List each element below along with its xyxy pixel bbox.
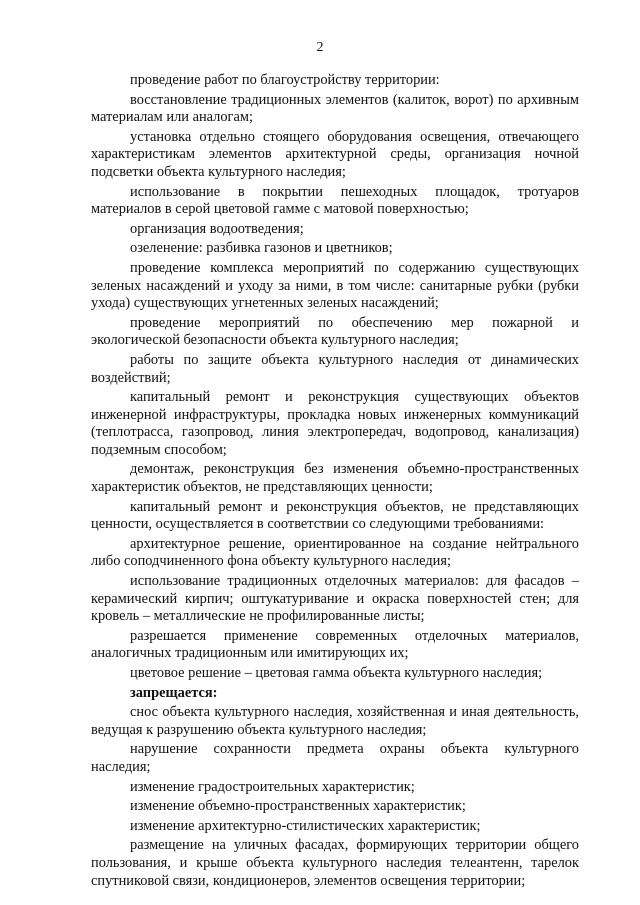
- paragraph-green-maintenance: проведение комплекса мероприятий по содержанию существующих зеленых насаждений и уходу за ними, в том числе: санитарные рубки (рубки ухода) существующих угнетенных зеленых насаждений;: [91, 259, 579, 312]
- paragraph-paving-materials: использование в покрытии пешеходных площадок, тротуаров материалов в серой цветовой гамме с матовой поверхностью;: [91, 183, 579, 218]
- paragraph-style-characteristics: изменение архитектурно-стилистических характеристик;: [130, 817, 481, 834]
- paragraph-finishing-materials: использование традиционных отделочных материалов: для фасадов – керамический кирпич; оштукатуривание и окраска поверхностей стен; для кровель – металлические не профилированные листы;: [91, 573, 579, 625]
- paragraph-demolition: снос объекта культурного наследия, хозяйственная и иная деятельность, ведущая к разрушению объекта культурного наследия;: [91, 704, 579, 738]
- paragraph-greening: озеленение: разбивка газонов и цветников;: [130, 240, 393, 257]
- paragraph-urban-characteristics: изменение градостроительных характеристик;: [130, 778, 415, 795]
- paragraph-modern-materials: разрешается применение современных отделочных материалов, аналогичных традиционным или имитирующих их;: [91, 627, 579, 662]
- paragraph-architectural-solution: архитектурное решение, ориентированное на создание нейтрального либо соподчиненного фона объекту культурного наследия;: [91, 535, 579, 570]
- paragraph-protection-violation: нарушение сохранности предмета охраны объекта культурного наследия;: [91, 741, 579, 775]
- page-number: 2: [316, 40, 324, 55]
- paragraph-drainage: организация водоотведения;: [130, 220, 304, 237]
- paragraph-facade-placement: размещение на уличных фасадах, формирующих территории общего пользования, и крыше объекта культурного наследия телеантенн, тарелок спутниковой связи, кондиционеров, элементов освещения территории;: [91, 837, 579, 889]
- paragraph-dynamic-protection: работы по защите объекта культурного наследия от динамических воздействий;: [91, 351, 579, 386]
- paragraph-lighting-equipment: установка отдельно стоящего оборудования освещения, отвечающего характеристикам элементов архитектурной среды, организация ночной подсветки объекта культурного наследия;: [91, 128, 579, 180]
- paragraph-color-solution: цветовое решение – цветовая гамма объекта культурного наследия;: [130, 665, 543, 681]
- paragraph-fire-safety: проведение мероприятий по обеспечению мер пожарной и экологической безопасности объекта культурного наследия;: [91, 314, 579, 349]
- paragraph-prohibited-heading: запрещается:: [130, 684, 218, 701]
- paragraph-landscaping-works: проведение работ по благоустройству территории:: [130, 72, 440, 88]
- document-body: [91, 72, 579, 892]
- paragraph-restore-gates: восстановление традиционных элементов (калиток, ворот) по архивным материалам или аналогам;: [91, 91, 579, 126]
- paragraph-volume-characteristics: изменение объемно-пространственных характеристик;: [130, 798, 466, 815]
- paragraph-dismantling: демонтаж, реконструкция без изменения объемно-пространственных характеристик объектов, не представляющих ценности;: [91, 461, 579, 496]
- paragraph-repair-requirements: капитальный ремонт и реконструкция объектов, не представляющих ценности, осуществляется в соответствии со следующими требованиями:: [91, 498, 579, 533]
- paragraph-engineering-infrastructure: капитальный ремонт и реконструкция существующих объектов инженерной инфраструктуры, прокладка новых инженерных коммуникаций (теплотрасса, газопровод, линия электропередач, водопровод, канализация) подземным способом;: [91, 389, 579, 458]
